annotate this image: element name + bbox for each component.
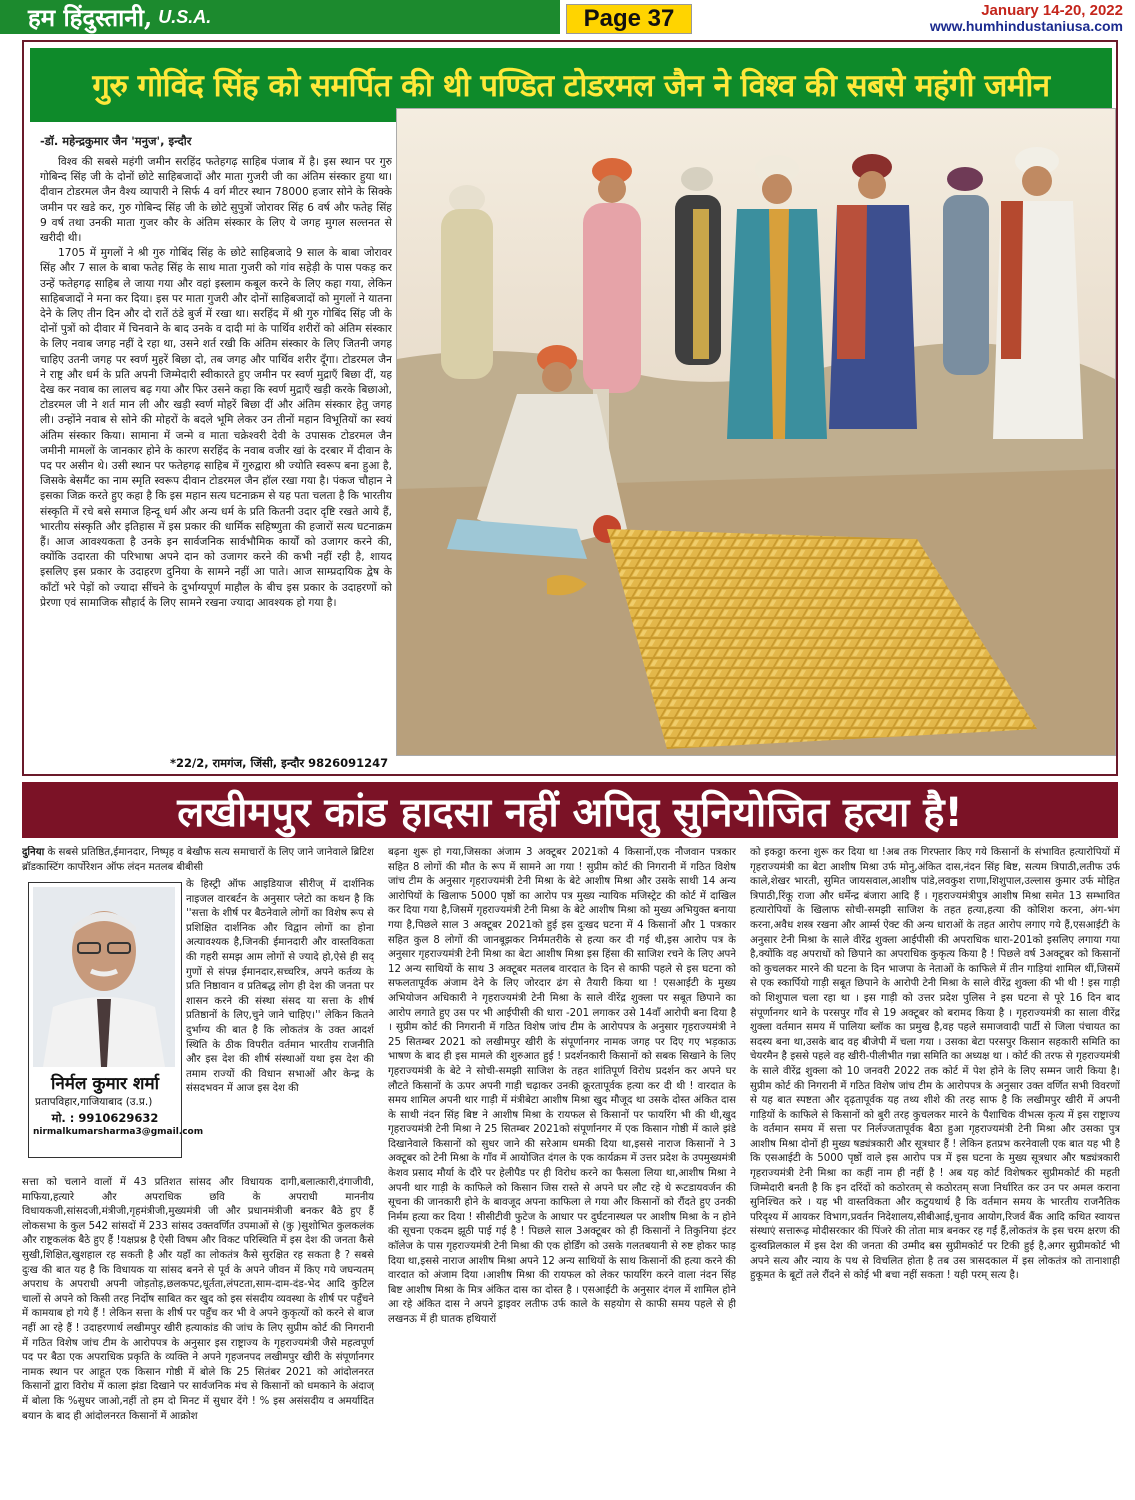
article2-headline: लखीमपुर कांड हादसा नहीं अपितु सुनियोजित हत्या है! <box>177 789 963 836</box>
article2-column1-intro <box>22 846 374 878</box>
article2-lead-word: दुनिया <box>22 847 45 858</box>
masthead <box>0 0 1135 34</box>
article2-paragraph: के हिस्ट्री ऑफ आइडियाज सीरीज् में दार्शनिक नाइजल वारबर्टन के अनुसार प्लेटो का कथन है कि ''सत्ता के शीर्ष पर बैठनेवाले लोगों का विशेष रूप से प्रशिक्षित दार्शनिक और विद्वान लोगों का होना अत्यावश्यक है,जिनकी ईमानदारी और वास्तविकता की गहरी समझ आम लोगों से ज्यादे हो,ऐसे ही सद् गुणों से संपन्न ईमानदार,सच्चरित्र, अपने कर्तव्य के प्रति निष्ठावान व प्रतिबद्ध लोग ही देश की जनता पर शासन करने की संस्था संसद या सत्ता के शीर्ष प्रतिष्ठानों के लिए,चुने जाने चाहिए।'' लेकिन कितने दुर्भाग्य की बात है कि लोकतंत्र के उक्त आदर्श स्थिति के ठीक विपरीत वर्तमान भारतीय राजनीति और इस देश की शीर्ष संस्थाओं यथा इस देश की तमाम राज्यों की विधान सभाओं और केन्द्र के संसदभवन में आज इस देश की <box>186 879 374 1095</box>
article1-headline: गुरु गोविंद सिंह को समर्पित की थी पण्डित टोडरमल जैन ने विश्व की सबसे महंगी जमीन <box>92 68 1050 104</box>
issue-date: January 14-20, 2022 <box>981 2 1123 19</box>
article2-paragraph: को इकठ्ठा करना शुरू कर दिया था !अब तक गिरफ्तार किए गये किसानों के संभावित हत्यारोपियों में गृहराज्यमंत्री का बेटा आशीष मिश्रा उर्फ मोनु,अंकित दास,नंदन सिंह बिष्ट, सत्यम त्रिपाठी,लतीफ उर्फ काले,शेखर भारती, सुमित जायसवाल,आशीष पांडे,लवकुश राणा,शिशुपाल,उल्लास कुमार उर्फ मोहित त्रिपाठी,रिंकू राजा और धर्मेन्द्र बंजारा आदि हैं । गृहराज्यमंत्रीपुत्र आशीष मिश्रा समेत 13 सम्भावित हत्यारोपियों के खिलाफ सोची-समझी साजिश के तहत हत्या,हत्या की कोशिश करना, अंग-भंग करना,अवैध शस्त्र रखना और आर्म्स ऐक्ट की अन्य धाराओं के तहत आरोप लगाए गये हैं,एसआईटी के अनुसार टेनी मिश्रा के साले वीरेंद्र शुक्ला आईपीसी की अपराधिक धारा-201को इसलिए लगाया गया है,क्योंकि वह अपराधों को छिपाने का अपराधिक कुकृत्य किया है ! पिछले वर्ष 3अक्टूबर को किसानों को कुचलकर मारने की घटना के दिन भाजपा के नेताओं के काफिले में तीन गाड़ियां शामिल थीं,जिसमें से एक स्कार्पियो गाड़ी सबूत छिपाने के आरोपी टेनी मिश्रा के साले वीरेंद्र शुक्ला की भी थी ! इस गाड़ी को शिशुपाल चला रहा था । इस गाड़ी को उत्तर प्रदेश पुलिस ने इस घटना से पूरे 16 दिन बाद संपूर्णानगर थाने के परसपुर गाँव से 19 अक्टूबर को बरामद किया है । गृहराज्यमंत्री का साला वीरेंद्र शुक्ला वर्तमान समय में पालिया ब्लॉक का प्रमुख है,वह पहले समाजवादी पार्टी से जिला पंचायत का सदस्य बना था,उसके बाद वह बीजेपी में चला गया । उसका बेटा परसपुर किसान सहकारी समिति का चेयरमैन है इससे पहले वह खीरी-पीलीभीत गन्ना समिति का अध्यक्ष था । कोर्ट की तरफ से गृहराज्यमंत्री के साले वीरेंद्र शुक्ला को 10 जनवरी 2022 तक कोर्ट में पेश होने के लिए सम्मन जारी किया है। सुप्रीम कोर्ट की निगरानी में गठित विशेष जांच टीम के आरोपपत्र के अनुसार उक्त वर्णित सभी विवरणों से यह बात स्पष्टता और दृढ़तापूर्वक यह तथ्य शीशे की तरह साफ है कि लखीमपुर खीरी में अपनी गाड़ियों के काफिले से किसानों को बुरी तरह कुचलकर मारने के पैशाचिक वीभत्स कृत्य में इस राष्ट्राज्य के वर्तमान समय में सत्ता पर निर्लज्जतापूर्वक बैठा हुआ गृहराज्यमंत्री टेनी मिश्रा और उसका पुत्र आशीष मिश्रा दोनों ही मुख्य षड्यंत्रकारी और सूत्रधार हैं ! लेकिन हतप्रभ करनेवाली एक बात यह भी है कि एसआईटी के 5000 पृष्ठों वाले इस आरोप पत्र में इस घटना के मुख्य सूत्रधार और षड्यंत्रकारी गृहराज्यमंत्री टेनी मिश्रा का कहीं नाम ही नहीं है ! अब यह कोर्ट विशेषकर सुप्रीमकोर्ट की महती जिम्मेदारी बनती है कि इन दरिंदों को कठोरतम् से कठोरतम् सजा निर्धारित कर उन पर अमल कराना सुनिश्चित करे । यह भी वास्तविकता और कटुयथार्थ है कि वर्तमान समय के भारतीय राजनैतिक परिदृश्य में आयकर विभाग,प्रवर्तन निदेशालय,सीबीआई,चुनाव आयोग,रिजर्व बैंक आदि कथित स्वायत्त संस्थाएं सत्तारूढ़ मोदीसरकार की पिंजरे की तोता मात्र बनकर रह गईं हैं,लोकतंत्र के इस चरम क्षरण की दुःस्वप्निलकाल में इस देश की जनता की उम्मीद बस सुप्रीमकोर्ट पर टिकी हुई है,अगर सुप्रीमकोर्ट भी अपने सत्य और न्याय के पथ से विचलित होता है तब उस त्रासदकाल में इस लोकतंत्र को तानाशाही हुकूमत के बूटों तले रौंदने से कोई भी बचा नहीं सकता ! यही परम् सत्य है। <box>750 847 1120 1282</box>
painting-illustration <box>397 109 1115 755</box>
page-number: Page 37 <box>566 4 692 34</box>
article1-paragraph: 1705 में मुगलों ने श्री गुरु गोबिंद सिंह के छोटे साहिबजादे 9 साल के बाबा जोरावर सिंह और 7 साल के बाबा फतेह सिंह के साथ माता गुजरी को गांव सहेड़ी के पास पकड़ कर उन्हें फतेहगढ़ साहिब ले जाया गया और वहां इस्लाम कबूल करने के लिए कहा गया, लेकिन साहिबजादों ने मना कर दिया। इस पर माता गुजरी और दोनों साहिबजादों को मुगलों ने यातना देने के लिए तीन दिन और दो रातें ठंडे बुर्ज में रखा था। सरहिंद में श्री गुरु गोबिंद सिंह जी के दोनों पुत्रों को दीवार में चिनवाने के बाद उनके व दादी मां के पार्थिव शरीरों को अंतिम संस्कार के लिए नवाब जगह नहीं दे रहा था, उसने शर्त रखी कि अंतिम संस्कार के लिए जितनी जगह चाहिए उतनी जगह पर स्वर्ण मुहरें बिछा दो, तब जगह और पार्थिव शरीर दूँगा। टोडरमल जैन ने राष्ट्र और धर्म के प्रति अपनी जिम्मेदारी स्वीकारते हुए जमीन पर स्वर्ण मुद्राएँ बिछा दीं, यह देख कर नवाब का लालच बढ़ गया और फिर उसने कहा कि स्वर्ण मुद्राएँ खड़ी करके बिछाओ, टोडरमल जी ने शर्त मान ली और खड़ी स्वर्ण मोहरें बिछा दीं और अंतिम संस्कार हेतु जगह ली। उन्होंने नवाब से सोने की मोहरों के बदले भूमि लेकर उन तीनों महान विभूतियों का स्वयं अंतिम संस्कार किया। सामाना में जन्मे व माता चक्रेश्वरी देवी के उपासक टोडरमल जैन जमीनी मामलों के जानकार होने के कारण सरहिंद के नवाब वजीर खां के दरबार में दीवान के पद पर असीन थे। उसी स्थान पर फतेहगढ़ साहिब में गुरुद्वारा श्री ज्योति स्वरूप बना हुआ है, जिसके बेसमैंट का नाम स्मृति स्वरूप दीवान टोडरमल जैन हॉल रखा गया है। पंकज चौहान ने इसका जिक्र करते हुए कहा है कि इस महान सत्य घटनाक्रम से यह पता चलता है कि भारतीय संस्कृति में रचे बसे समाज हिन्दू धर्म और अन्य धर्म के प्रति कितनी उदार दृष्टि रखते आये हैं, भारतीय संस्कृति और इतिहास में इस प्रकार की धार्मिक सहिष्णुता की हजारों सत्य घटनाक्रम हैं। आज आवश्यकता है उनके इन सार्वजनिक सार्वभौमिक कार्यों को उजागर करने की, क्योंकि उदारता की परिभाषा अपने दान को उजागर करने की कभी नहीं रही है, शायद इसलिए इस प्रकार के उदाहरण दुनिया के सामने नहीं आ पाते। आज साम्प्रदायिक द्वेष के काँटों भरे पेड़ों को ज्यादा सींचने के दुर्भाग्यपूर्ण माहौल के बीच इस प्रकार के उदाहरणों को प्रेरणा एवं सामाजिक सौहार्द के लिए सामने रखना ज्यादा आवश्यक हो गया है। <box>40 246 392 609</box>
article2-paragraph: सत्ता को चलाने वालों में 43 प्रतिशत सांसद और विधायक दागी,बलात्कारी,दंगाजीवी, माफिया,हत्यारे और अपराधिक छवि के अपराधी माननीय विधायकजी,सांसदजी,मंत्रीजी,गृहमंत्रीजी,मुख्यमंत्री जी और प्रधानमंत्रीजी बनकर बैठे हुए हैं लोकसभा के कुल 542 सांसदों में 233 सांसद उक्तवर्णित उपमाओं से (कु )सुशोभित कुलकलंक और राष्ट्रकलंक बैठे हुए हैं !यक्षप्रश्न है ऐसी विषम और विकट परिस्थिति में इस देश की जनता कैसे सुखी,शिक्षित,खुशहाल रह सकती है और यहाँ का लोकतंत्र कैसे सुरक्षित रह सकता है ? सबसे दुःख की बात यह है कि विधायक या सांसद बनने से पूर्व के अपने जीवन में किए गये जघन्यतम् अपराध के अपराधी अपनी जोड़तोड़,छलकपट,धूर्तता,लंपटता,साम-दाम-दंड-भेद आदि कुटिल चालों से अपने को किसी तरह निर्दोष साबित कर खुद को इस संसदीय व्यवस्था के शीर्ष पर पहुँचने में कामयाब हो गये हैं ! लेकिन सत्ता के शीर्ष पर पहुँच कर भी वे अपने कुकृत्यों को करने से बाज नहीं आ रहे हैं ! उदाहरणार्थ लखीमपुर खीरी हत्याकांड की जांच के लिए सुप्रीम कोर्ट की निगरानी में गठित विशेष जांच टीम के आरोपपत्र के अनुसार इस राष्ट्राज्य के गृहराज्यमंत्री जैसे महत्वपूर्ण पद पर बैठा एक अपराधिक प्रकृति के व्यक्ति ने अपने गृहजनपद लखीमपुर खीरी के संपूर्णानगर नामक स्थान पर आहूत एक किसान गोष्ठी में बोले कि 25 सितंबर 2021 को आंदोलनरत किसानों द्वारा विरोध में काला झंडा दिखाने पर सार्वजनिक मंच से किसानों को धमकाने के अंदाज् में बोला कि %सुधर जाओ,नहीं तो हम दो मिनट में सुधार देंगे ! % इस असंसदीय व अमर्यादित बयान के बाद ही आंदोलनरत किसानों में आक्रोश <box>22 1177 374 1422</box>
author-location: प्रतापविहार,गाजियाबाद (उ.प्र.) <box>35 1096 153 1108</box>
brand-name-usa: U.S.A. <box>158 6 212 27</box>
author-card <box>28 882 204 1158</box>
brand-name-hindi: हम हिंदुस्तानी, <box>28 2 153 32</box>
author-name: निर्मल कुमार शर्मा <box>50 1074 160 1094</box>
article2-intro-text: के सबसे प्रतिष्ठित,ईमानदार, निष्पृह व बेखौफ सत्य समाचारों के लिए जाने जानेवाले ब्रिटिश ब्रॉडकास्टिंग कार्पोरेशन ऑफ लंदन मतलब बीबीसी <box>22 847 374 873</box>
article2-column3 <box>750 846 1120 1494</box>
article2-column1-bottom <box>22 1176 374 1494</box>
article1-signature: *22/2, रामगंज, जिंसी, इन्दौर 9826091247 <box>170 756 389 770</box>
article2-intro-paragraph <box>22 846 374 875</box>
newspaper-brand <box>0 0 560 34</box>
article2-column2 <box>388 846 736 1494</box>
author-photo <box>33 887 175 1067</box>
author-email[interactable]: nirmalkumarsharma3@gmail.com <box>33 1127 204 1137</box>
article1-body <box>40 154 392 754</box>
article2-paragraph: बढ़ना शुरू हो गया,जिसका अंजाम 3 अक्टूबर 2021को 4 किसानों,एक नौजवान पत्रकार सहित 8 लोगों की मौत के रूप में सामने आ गया ! सुप्रीम कोर्ट की निगरानी में गठित विशेष जांच टीम के अनुसार गृहराज्यमंत्री टेनी मिश्रा के बेटे आशीष मिश्रा और उसके साथी 14 अन्य आरोपियों के खिलाफ 5000 पृष्ठों का आरोप पत्र मुख्य न्यायिक मजिस्ट्रेट की कोर्ट में दाखिल कर दिया गया है,जिसमें गृहराज्यमंत्री टेनी मिश्रा के बेटे आशीष मिश्रा को मुख्य अभियुक्त बनाया गया है,पिछले साल 3 अक्टूबर 2021को हुई इस दुःखद घटना में 4 किसानों और 1 पत्रकार सहित कुल 8 लोगों की जानबूझकर निर्ममतरीके से हत्या कर दी गई थी,इस आरोप पत्र के अनुसार गृहराज्यमंत्री टेनी मिश्रा का बेटा आशीष मिश्रा इस हिंसा की साजिश रचने के लिए अपने 12 अन्य साथियों के साथ 3 अक्टूबर मतलब वारदात के दिन से काफी पहले से इस घटना को सफलतापूर्वक अंजाम देने के लिए जोरदार ढंग से तैयारी किया था ! एसआईटी के मुख्य अभियोजन अधिकारी ने गृहराज्यमंत्री टेनी मिश्रा के साले वीरेंद्र शुक्ला पर सबूत छिपाने का आरोप लगाते हुए उस पर भी आईपीसी की धारा -201 लगाकर उसे 14वाँ आरोपी बना दिया है । सुप्रीम कोर्ट की निगरानी में गठित विशेष जांच टीम के आरोपपत्र के अनुसार गृहराज्यमंत्री ने 25 सितम्बर 2021 को लखीमपुर खीरी के संपूर्णानगर नामक जगह पर दिए गए भड़काऊ भाषण के बाद ही इस मामले की शुरुआत हुई ! प्रदर्शनकारी किसानों को सबक सिखाने के लिए गृहराज्यमंत्री के बेटे ने सोची-समझी साजिश के तहत शांतिपूर्ण विरोध प्रदर्शन कर अपने घर लौटते किसानों के ऊपर अपनी गाड़ी चढ़ाकर उनकी क्रूरतापूर्वक हत्या कर दी थी ! वारदात के समय शामिल अपनी थार गाड़ी में मंत्रीबेटा आशीष मिश्रा खुद मौजूद था उसके दोस्त अंकित दास के साथी नंदन सिंह बिष्ट ने आशीष मिश्रा के रायफल से किसानों पर फायरिंग भी की थी,खुद गृहराज्यमंत्री टेनी मिश्रा ने 25 सितम्बर 2021को संपूर्णानगर में एक किसान गोष्ठी में काले झंडे दिखानेवाले किसानों को सुधर जाने की सरेआम धमकी दिया था,इससे नाराज किसानों ने 3 अक्टूबर को टेनी मिश्रा के गाँव में आयोजित दंगल के एक कार्यक्रम में उत्तर प्रदेश के उपमुख्यमंत्री केशव प्रसाद मौर्या के दौरे पर हेलीपैड पर ही विरोध करने का फैसला लिया था,आशीष मिश्रा ने अपनी थार गाड़ी के काफिले को किसान जिस रास्ते से अपने घर लौट रहे थे रूटडायवर्जन की सूचना की जानकारी होने के बावजूद अपना काफिला ले गया और किसानों को रौंदते हुए उनकी निर्मम हत्या कर दिया ! सीसीटीवी फुटेज के आधार पर दुर्घटनास्थल पर आशीष मिश्रा के न होने की सूचना एकदम झूठी पाई गई है ! पिछले साल 3अक्टूबर को ही किसानों ने तिकुनिया इंटर कॉलेज के पास गृहराज्यमंत्री टेनी मिश्रा की एक होर्डिंग को उसके गलतबयानी से रुष्ट होकर फाड़ दिया था,इससे नाराज आशीष मिश्रा अपने 12 अन्य साथियों के साथ किसानों की हत्या करने की वारदात को अंजाम दिया ।आशीष मिश्रा की रायफल को लेकर फायरिंग करने वाला नंदन सिंह बिष्ट आशीष मिश्रा के मित्र अंकित दास का दोस्त है । एसआईटी के अनुसार दंगल में शामिल होने आ रहे अंकित दास ने अपने ड्राइवर लतीफ उर्फ काले के सहयोग से काफी समय पहले से ही लखनऊ में ही घातक हथियारों <box>388 847 736 1325</box>
painting-gold-coins-image <box>396 108 1116 756</box>
article2-column1-side <box>186 878 374 1174</box>
article2-headline-bar <box>22 782 1118 838</box>
article1-byline: -डॉ. महेन्द्रकुमार जैन 'मनुज', इन्दौर <box>40 134 192 148</box>
author-mobile: मो. : 9910629632 <box>51 1111 159 1125</box>
website-link[interactable]: www.humhindustaniusa.com <box>929 18 1123 34</box>
author-portrait <box>33 887 175 1067</box>
article1-paragraph: विश्व की सबसे महंगी जमीन सरहिंद फतेहगढ़ साहिब पंजाब में है। इस स्थान पर गुरु गोबिन्द सिंह जी के दोनों छोटे साहिबजादों और माता गुजरी जी का अंतिम संस्कार हुया था। दीवान टोडरमल जैन वैश्य व्यापारी ने सिर्फ 4 वर्ग मीटर स्थान 78000 हजार सोने के सिक्के जमीन पर खडे कर, गुरु गोबिन्द सिंह जी के छोटे सुपुत्रों जोरावर सिंह 6 वर्ष और फतेह सिंह 9 वर्ष तथा उनकी माता गुजर कौर के अंतिम संस्कार के लिए ये जगह मुगल सल्तनत से खरीदी थी। <box>40 155 392 245</box>
article-todarmal <box>22 40 1118 776</box>
